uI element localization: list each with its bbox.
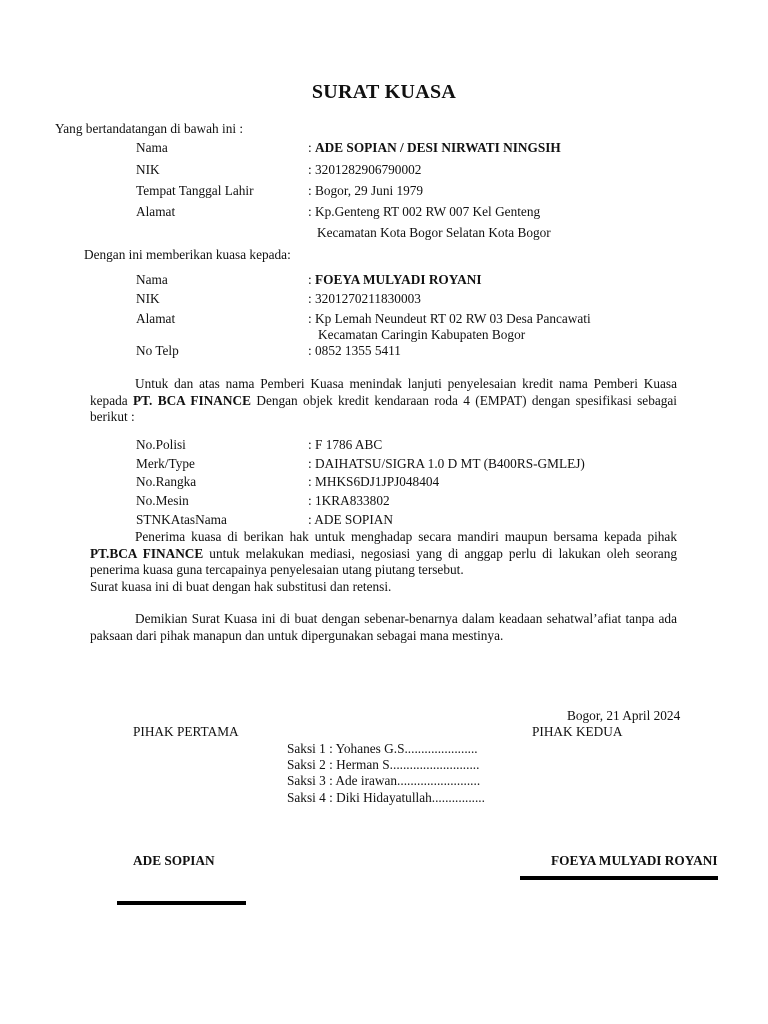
grantee-nama-label: Nama — [136, 272, 168, 287]
grantor-alamat-value-2: Kecamatan Kota Bogor Selatan Kota Bogor — [317, 225, 551, 240]
paragraph-1-part-2: Dengan objek kredit kendaraan roda 4 (EMPAT) dengan spesifikasi sebagai berikut : — [90, 392, 677, 424]
vehicle-stnk-value: : ADE SOPIAN — [308, 512, 393, 527]
grantor-nik-value: : 3201282906790002 — [308, 162, 422, 177]
vehicle-mesin-label: No.Mesin — [136, 493, 189, 508]
grantee-nama-value: : FOEYA MULYADI ROYANI — [308, 272, 482, 287]
vehicle-stnk-label: STNKAtasNama — [136, 512, 227, 527]
pihak-pertama-label: PIHAK PERTAMA — [133, 724, 239, 739]
saksi-3: Saksi 3 : Ade irawan......................... — [287, 773, 481, 788]
vehicle-merk-value: : DAIHATSU/SIGRA 1.0 D MT (B400RS-GMLEJ) — [308, 456, 585, 471]
grantor-nama-label: Nama — [136, 140, 168, 155]
pihak-kedua-label: PIHAK KEDUA — [532, 724, 623, 739]
grantee-alamat-value-1: : Kp Lemah Neundeut RT 02 RW 03 Desa Pancawati — [308, 311, 591, 326]
paragraph-2 — [90, 529, 677, 595]
grantee-nama-text: FOEYA MULYADI ROYANI — [315, 272, 482, 287]
grantor-nama-value: : ADE SOPIAN / DESI NIRWATI NINGSIH — [308, 140, 561, 155]
saksi-1: Saksi 1 : Yohanes G.S...................... — [287, 741, 478, 756]
grantee-telp-value: : 0852 1355 5411 — [308, 343, 401, 358]
intro-text: Yang bertandatangan di bawah ini : — [55, 121, 244, 136]
grantor-ttl-label: Tempat Tanggal Lahir — [136, 183, 254, 198]
vehicle-polisi-label: No.Polisi — [136, 437, 186, 452]
grantor-nik-label: NIK — [136, 162, 160, 177]
grantee-nik-value: : 3201270211830003 — [308, 291, 421, 306]
vehicle-polisi-value: : F 1786 ABC — [308, 437, 383, 452]
vehicle-rangka-value: : MHKS6DJ1JPJ048404 — [308, 474, 440, 489]
paragraph-3: Demikian Surat Kuasa ini di buat dengan sebenar-benarnya dalam keadaan sehatwal’afiat tanpa ada paksaan dari pihak manapun dan untuk dipergunakan sebagai mana mestinya. — [90, 611, 677, 643]
place-date: Bogor, 21 April 2024 — [567, 708, 681, 723]
saksi-2: Saksi 2 : Herman S........................... — [287, 757, 480, 772]
grantee-nik-label: NIK — [136, 291, 160, 306]
paragraph-2-part-1: Penerima kuasa di berikan hak untuk menghadap secara mandiri maupun bersama kepada pihak — [135, 529, 677, 544]
grantor-ttl-value: : Bogor, 29 Juni 1979 — [308, 183, 424, 198]
paragraph-1 — [90, 376, 677, 426]
grantee-telp-label: No Telp — [136, 343, 179, 358]
paragraph-2-company: PT.BCA FINANCE — [90, 545, 204, 561]
grantor-alamat-value-1: : Kp.Genteng RT 002 RW 007 Kel Genteng — [308, 204, 541, 219]
grantee-alamat-label: Alamat — [136, 311, 176, 326]
paragraph-2-line-2: Surat kuasa ini di buat dengan hak substitusi dan retensi. — [90, 578, 392, 594]
signature-line-1 — [117, 901, 246, 905]
grantor-nama-text: ADE SOPIAN / DESI NIRWATI NINGSIH — [315, 140, 561, 155]
vehicle-merk-label: Merk/Type — [136, 456, 195, 471]
paragraph-1-part-1: Untuk dan atas nama Pemberi Kuasa menindak lanjuti penyelesaian kredit nama Pemberi Kuasa kepada — [90, 376, 677, 408]
vehicle-rangka-label: No.Rangka — [136, 474, 197, 489]
paragraph-2-part-2: untuk melakukan mediasi, negosiasi yang di anggap perlu di lakukan oleh seorang penerima kuasa guna tercapainya penyelesaian utang piutang tersebut. — [90, 545, 677, 577]
signer-1-name: ADE SOPIAN — [133, 853, 215, 868]
paragraph-1-company: PT. BCA FINANCE — [133, 392, 251, 408]
document-title: SURAT KUASA — [311, 81, 457, 103]
grant-intro-text: Dengan ini memberikan kuasa kepada: — [84, 247, 291, 262]
grantee-alamat-value-2: Kecamatan Caringin Kabupaten Bogor — [318, 327, 526, 342]
saksi-4: Saksi 4 : Diki Hidayatullah................ — [287, 790, 485, 805]
grantor-alamat-label: Alamat — [136, 204, 176, 219]
signer-2-name: FOEYA MULYADI ROYANI — [551, 853, 718, 868]
signature-line-2 — [520, 876, 718, 880]
vehicle-mesin-value: : 1KRA833802 — [308, 493, 390, 508]
